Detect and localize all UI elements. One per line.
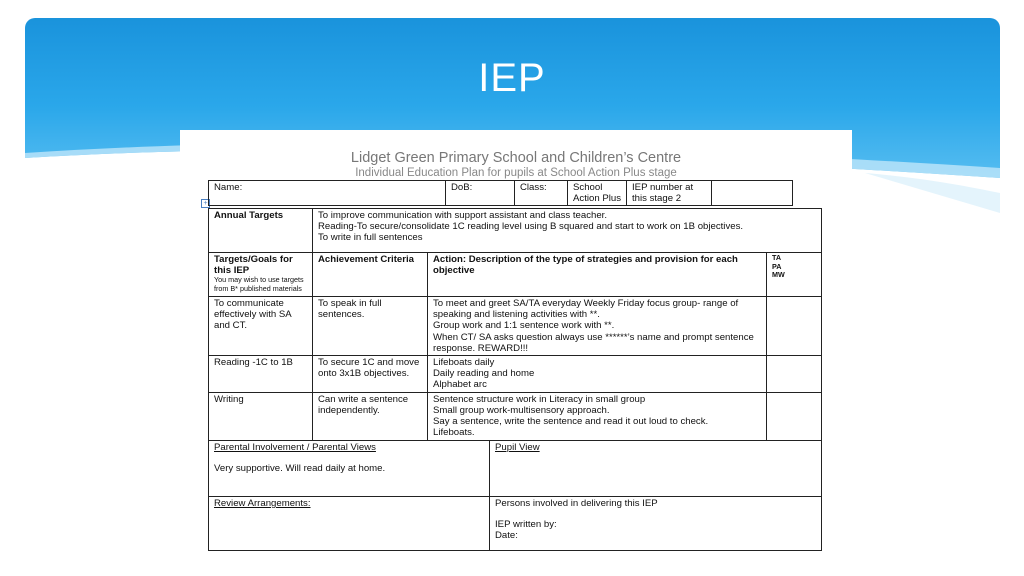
targets-header — [209, 253, 313, 297]
persons-cell — [490, 497, 822, 551]
targets-header-note: You may wish to use targets from B* published materials — [214, 275, 304, 293]
review-cell — [209, 497, 490, 551]
action-cell — [428, 356, 767, 393]
action-cell — [428, 392, 767, 440]
target-cell: To communicate effectively with SA and CT. — [209, 297, 313, 356]
written-by: IEP written by: — [495, 519, 557, 531]
staff-codes-header — [767, 253, 822, 297]
parental-cell — [209, 441, 490, 497]
action-line: Say a sentence, write the sentence and read it out loud to check. — [433, 416, 709, 428]
action-line: Alphabet arc — [433, 379, 487, 391]
criteria-cell: To speak in full sentences. — [313, 297, 428, 356]
action-line: When CT/ SA asks question always use ******’s name and prompt sentence response. REWARD!!! — [433, 331, 754, 354]
staff-cell — [767, 356, 822, 393]
action-line: Group work and 1:1 sentence work with **. — [433, 320, 615, 332]
target-cell: Reading -1C to 1B — [209, 356, 313, 393]
school-name: Lidget Green Primary School and Children’s Centre — [350, 150, 682, 166]
document-subtitle: Individual Education Plan for pupils at School Action Plus stage — [355, 167, 677, 179]
action-cell — [428, 297, 767, 356]
iep-main-table — [208, 208, 822, 441]
pupil-view-cell — [490, 441, 822, 497]
parental-text: Very supportive. Will read daily at home. — [214, 463, 386, 475]
targets-header-label: Targets/Goals for this IEP — [214, 254, 293, 277]
annual-target-3: To write in full sentences — [318, 232, 423, 244]
annual-target-2: Reading-To secure/consolidate 1C reading level using B squared and start to work on 1B objectives. — [318, 221, 744, 233]
iep-number-field: IEP number at this stage 2 — [627, 181, 712, 206]
action-line: To meet and greet SA/TA everyday Weekly Friday focus group- range of speaking and listening activities with **. — [433, 298, 739, 321]
annual-target-1: To improve communication with support assistant and class teacher. — [318, 210, 608, 221]
date-field: Date: — [495, 530, 518, 542]
criteria-cell: To secure 1C and move onto 3x1B objectives. — [313, 356, 428, 393]
action-header: Action: Description of the type of strategies and provision for each objective — [428, 253, 767, 297]
pupil-view-label: Pupil View — [495, 442, 540, 453]
action-line: Lifeboats daily — [433, 357, 495, 369]
persons-label: Persons involved in delivering this IEP — [495, 498, 658, 509]
staff-code-ta: TA — [772, 253, 782, 262]
table-move-handle-icon[interactable]: + — [201, 199, 210, 208]
views-table — [208, 440, 822, 551]
staff-cell — [767, 392, 822, 440]
name-field: Name: — [209, 181, 446, 206]
criteria-cell: Can write a sentence independently. — [313, 392, 428, 440]
staff-cell — [767, 297, 822, 356]
action-line: Lifeboats. — [433, 427, 475, 439]
annual-targets-text — [313, 209, 822, 253]
action-line: Daily reading and home — [433, 368, 535, 380]
staff-code-pa: PA — [772, 261, 782, 271]
iep-document — [180, 130, 852, 576]
dob-field: DoB: — [446, 181, 515, 206]
review-label: Review Arrangements: — [214, 498, 311, 509]
table-row — [209, 297, 822, 356]
table-row — [209, 356, 822, 393]
class-field: Class: — [515, 181, 568, 206]
slide-title: IEP — [478, 56, 546, 100]
achievement-header: Achievement Criteria — [313, 253, 428, 297]
annual-targets-label: Annual Targets — [209, 209, 313, 253]
target-cell: Writing — [209, 392, 313, 440]
parental-label: Parental Involvement / Parental Views — [214, 442, 376, 453]
table-row — [209, 392, 822, 440]
iep-number-value — [712, 181, 793, 206]
action-line: Small group work-multisensory approach. — [433, 404, 610, 416]
stage-field: School Action Plus — [568, 181, 627, 206]
staff-code-mw: MW — [772, 270, 785, 279]
header-table — [208, 180, 793, 206]
action-line: Sentence structure work in Literacy in small group — [433, 393, 646, 405]
